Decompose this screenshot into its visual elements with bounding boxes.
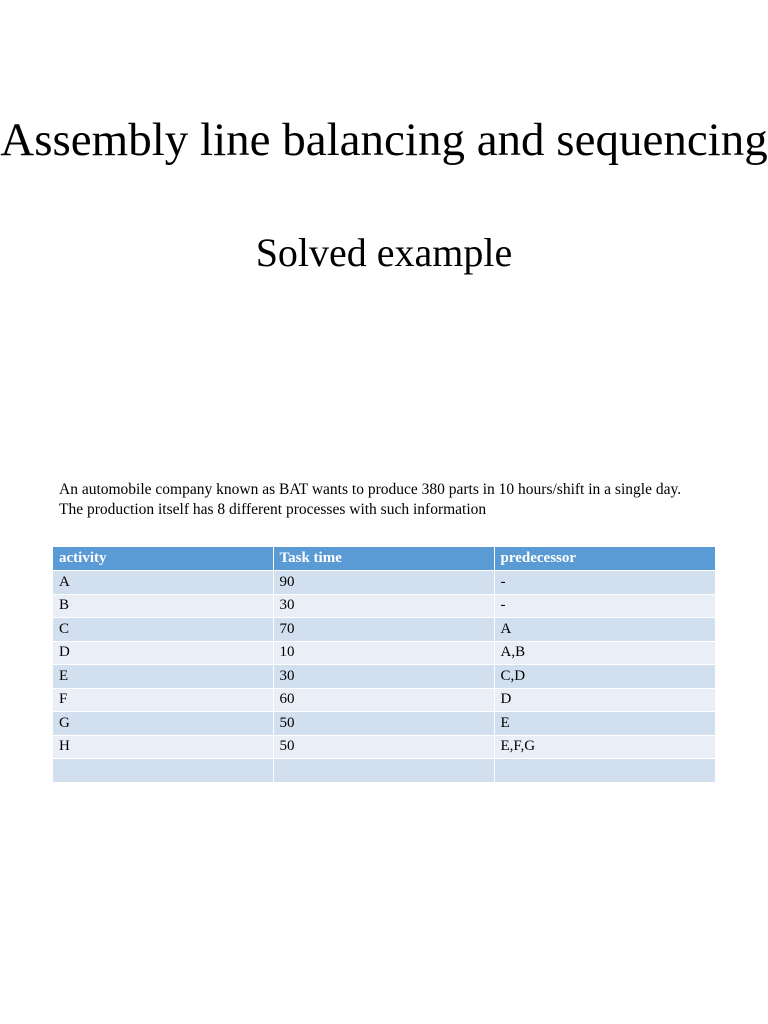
cell-predecessor: A,B xyxy=(494,641,715,665)
header-activity: activity xyxy=(53,547,273,571)
cell-activity: D xyxy=(53,641,273,665)
cell-activity: A xyxy=(53,571,273,595)
table-row-empty xyxy=(53,759,715,783)
header-predecessor: predecessor xyxy=(494,547,715,571)
cell-activity xyxy=(53,759,273,783)
table-header-row xyxy=(53,547,715,571)
cell-activity: C xyxy=(53,618,273,642)
table-row xyxy=(53,688,715,712)
cell-activity: E xyxy=(53,665,273,689)
table-row xyxy=(53,735,715,759)
cell-activity: G xyxy=(53,712,273,736)
cell-predecessor: C,D xyxy=(494,665,715,689)
cell-predecessor: E,F,G xyxy=(494,735,715,759)
cell-task-time: 10 xyxy=(273,641,494,665)
table-row xyxy=(53,641,715,665)
cell-task-time xyxy=(273,759,494,783)
cell-task-time: 60 xyxy=(273,688,494,712)
task-table xyxy=(53,547,715,783)
cell-predecessor: E xyxy=(494,712,715,736)
cell-activity: B xyxy=(53,594,273,618)
cell-predecessor: D xyxy=(494,688,715,712)
cell-task-time: 30 xyxy=(273,594,494,618)
cell-task-time: 90 xyxy=(273,571,494,595)
table-row xyxy=(53,712,715,736)
cell-task-time: 50 xyxy=(273,712,494,736)
table-row xyxy=(53,618,715,642)
cell-task-time: 50 xyxy=(273,735,494,759)
table-row xyxy=(53,571,715,595)
header-task-time: Task time xyxy=(273,547,494,571)
cell-task-time: 70 xyxy=(273,618,494,642)
slide-title: Assembly line balancing and sequencing xyxy=(0,114,768,166)
cell-activity: H xyxy=(53,735,273,759)
cell-predecessor: A xyxy=(494,618,715,642)
cell-task-time: 30 xyxy=(273,665,494,689)
slide-subtitle: Solved example xyxy=(255,230,513,275)
table-row xyxy=(53,594,715,618)
cell-predecessor: - xyxy=(494,571,715,595)
problem-statement: An automobile company known as BAT wants to produce 380 parts in 10 hours/shift in a single day. The production itself has 8 different processes with such information xyxy=(59,481,682,518)
cell-predecessor: - xyxy=(494,594,715,618)
table-row xyxy=(53,665,715,689)
cell-predecessor xyxy=(494,759,715,783)
cell-activity: F xyxy=(53,688,273,712)
